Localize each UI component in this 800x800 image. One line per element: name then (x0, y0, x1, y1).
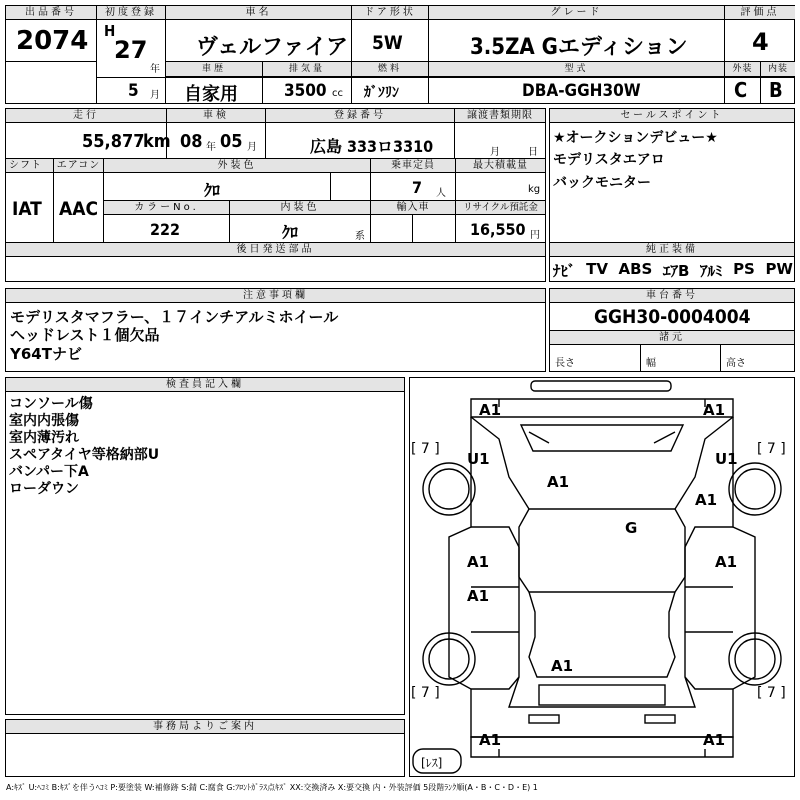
front-bumper-top (531, 381, 671, 391)
history-value: 自家用 (184, 84, 238, 105)
fuel-value: ｶﾞｿﾘﾝ (364, 85, 399, 101)
door-label: ドア形状 (352, 6, 428, 20)
inspection-year-unit: 年 (206, 142, 216, 153)
inspector-line-4: スペアタイヤ等格納部U (9, 447, 160, 463)
chassis-number: GGH30-0004004 (594, 306, 751, 328)
history-label: 車歴 (166, 62, 262, 77)
mark-left-front-wheel: U1 (467, 450, 490, 468)
car-name: ヴェルファイア (196, 35, 349, 60)
legend: A:ｷｽﾞ U:ﾍｺﾐ B:ｷｽﾞを伴うﾍｺﾐ P:要塗装 W:補修跡 S:錆 C:腐食 G:ﾌﾛﾝﾄｶﾞﾗｽ点ｷｽﾞ XX:交換済み X:要交換 内・外装評価 5段階ﾗﾝｸ順(A・B・C・D・E) 1 (6, 783, 538, 792)
equipment-ps: PS (733, 260, 755, 278)
int-color-unit: 系 (355, 231, 365, 242)
spare-label: [ﾚｽ] (421, 756, 443, 770)
first-reg-month: 5 (128, 81, 139, 101)
height-label: 高さ (726, 358, 746, 369)
model-value: DBA-GGH30W (522, 81, 641, 101)
equipment-abs: ABS (618, 260, 653, 278)
tire-bracket-fl: [ 7 ] (411, 441, 440, 457)
mark-left-front-door: A1 (467, 553, 490, 571)
chassis-label: 車台番号 (550, 289, 794, 303)
mark-windshield: G (625, 519, 638, 537)
inspection-month-unit: 月 (247, 142, 257, 153)
inspection-month: 05 (220, 131, 243, 152)
sales-point-2: モデリスタエアロ (553, 152, 665, 168)
color-no-value: 222 (150, 220, 181, 239)
tire-bracket-rr: [ 7 ] (757, 685, 786, 701)
shift-value: IAT (12, 198, 42, 220)
later-parts-label: 後日発送部品 (6, 243, 545, 257)
int-color-label: 内装色 (230, 201, 370, 215)
sales-point-1: ★オークションデビュー★ (553, 130, 718, 146)
rear-bumper (471, 737, 733, 757)
inspector-line-2: 室内内張傷 (9, 413, 79, 429)
mark-hood: A1 (547, 473, 570, 491)
mileage-value: 55,877 (82, 131, 145, 152)
door-value: 5W (372, 32, 403, 54)
tire-bracket-fr: [ 7 ] (757, 441, 786, 457)
mark-rear-right: A1 (703, 731, 726, 749)
sales-points-label: セールスポイント (550, 109, 794, 123)
car-name-label: 車名 (166, 6, 351, 20)
mark-right-front-wheel: U1 (715, 450, 738, 468)
transfer-month-unit: 月 (490, 147, 500, 158)
transfer-day-unit: 日 (528, 147, 538, 158)
ext-color-value: ｸﾛ (204, 181, 221, 200)
right-side (685, 527, 733, 689)
recycle-value: 16,550 (470, 220, 526, 239)
import-label: 輸入車 (371, 201, 455, 215)
capacity-unit: 人 (436, 188, 446, 199)
capacity-value: 7 (412, 178, 423, 197)
reg-number-label: 登録番号 (266, 109, 454, 123)
year-unit: 年 (150, 64, 160, 75)
model-label: 型式 (429, 62, 724, 77)
month-unit: 月 (150, 90, 160, 101)
mark-rear-left: A1 (479, 731, 502, 749)
mark-front-left: A1 (479, 401, 502, 419)
lot-number: 2074 (16, 26, 89, 56)
exterior-grade: C (734, 78, 748, 102)
ac-value: AAC (59, 198, 99, 220)
inspector-line-3: 室内薄汚れ (9, 430, 79, 446)
max-load-label: 最大積載量 (456, 159, 545, 173)
inspector-line-5: バンパー下A (9, 464, 89, 480)
sales-point-3: バックモニター (553, 175, 651, 191)
score-value: 4 (752, 28, 769, 56)
equipment-pw: PW (765, 260, 793, 278)
mark-right-fender: A1 (695, 491, 718, 509)
shift-label: シフト (6, 159, 53, 173)
note-line-3: Y64Tナビ (10, 345, 82, 363)
lot-label: 出品番号 (6, 6, 96, 20)
capacity-label: 乗車定員 (371, 159, 455, 173)
left-front-wheel (423, 463, 475, 515)
inspector-line-1: コンソール傷 (9, 396, 93, 412)
equipment-airbag: ｴｱB (662, 262, 690, 280)
right-front-wheel (729, 463, 781, 515)
front-bumper (471, 399, 733, 417)
left-side (471, 527, 519, 689)
first-reg-label: 初度登録 (97, 6, 165, 20)
inspection-label: 車検 (167, 109, 265, 123)
equipment-list (553, 260, 793, 281)
width-label: 幅 (646, 358, 656, 369)
transfer-label: 譲渡書類期限 (455, 109, 545, 123)
windshield (519, 509, 685, 592)
note-line-2: ヘッドレスト１個欠品 (10, 326, 160, 344)
car-diagram (409, 377, 795, 777)
inspection-year: 08 (180, 131, 203, 152)
rear-hatch (539, 685, 665, 705)
int-color-value: ｸﾛ (282, 223, 299, 242)
ac-label: エアコン (54, 159, 103, 173)
displacement-label: 排気量 (263, 62, 351, 77)
era-letter: H (104, 22, 116, 40)
interior-label: 内装 (761, 62, 795, 77)
mark-left-rear-door: A1 (467, 587, 490, 605)
reg-number-value: 広島 333ロ3310 (310, 137, 434, 156)
inspector-label: 検査員記入欄 (6, 378, 404, 392)
cc-unit: cc (332, 88, 343, 99)
max-load-unit: kg (528, 184, 541, 195)
grade-label: グレード (429, 6, 724, 20)
tire-bracket-rl: [ 7 ] (411, 685, 440, 701)
fuel-label: 燃料 (352, 62, 428, 77)
color-no-label: カラーNo. (104, 201, 229, 215)
equipment-tv: TV (586, 260, 608, 278)
inspector-line-6: ローダウン (9, 481, 79, 497)
recycle-unit: 円 (530, 230, 540, 241)
displacement-value: 3500 (284, 81, 327, 101)
equipment-alloy: ｱﾙﾐ (699, 262, 723, 280)
length-label: 長さ (555, 358, 575, 369)
grille (521, 425, 683, 451)
exterior-label: 外装 (725, 62, 760, 77)
hood-outline (471, 417, 733, 509)
ext-color-label: 外装色 (104, 159, 370, 173)
equipment-label: 純正装備 (550, 243, 794, 257)
note-line-1: モデリスタマフラー、１７インチアルミホイール (10, 308, 339, 326)
mark-front-right: A1 (703, 401, 726, 419)
specs-label: 諸元 (550, 331, 794, 345)
office-label: 事務局よりご案内 (6, 720, 404, 734)
mark-right-front-door: A1 (715, 553, 738, 571)
equipment-navi: ﾅﾋﾞ (553, 262, 576, 280)
mark-roof-rear: A1 (551, 657, 574, 675)
notes-label: 注意事項欄 (6, 289, 545, 303)
interior-grade: B (769, 78, 783, 102)
recycle-label: リサイクル預託金 (456, 201, 545, 215)
era-year: 27 (114, 36, 148, 64)
score-label: 評価点 (725, 6, 795, 20)
mileage-unit: km (143, 131, 171, 152)
grade-value: 3.5ZA Gエディション (470, 35, 688, 60)
rear-window (509, 677, 695, 707)
mileage-label: 走行 (6, 109, 166, 123)
